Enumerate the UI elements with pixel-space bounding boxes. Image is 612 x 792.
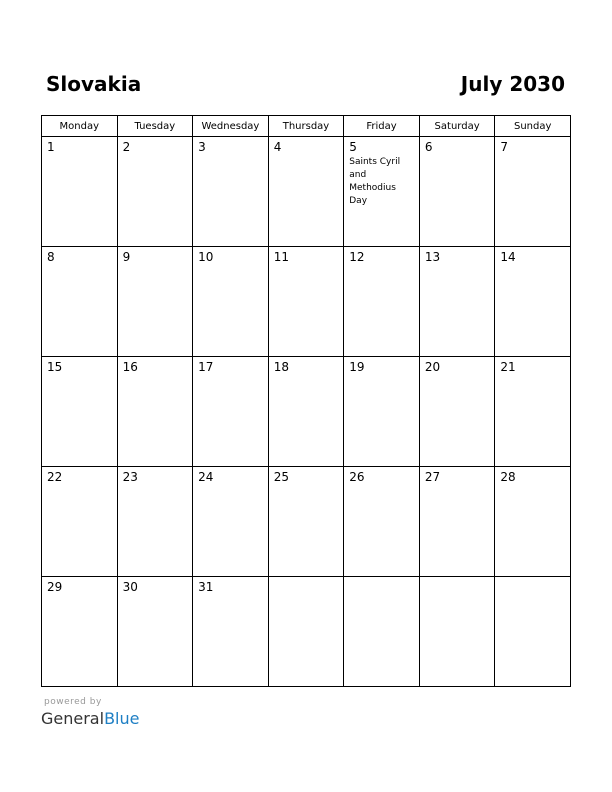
day-number: 29 [47, 580, 63, 594]
day-number: 9 [122, 250, 131, 264]
day-number: 20 [424, 360, 441, 374]
day-cell [193, 467, 269, 577]
day-cell [344, 357, 420, 467]
day-cell [193, 137, 269, 247]
day-cell [42, 137, 118, 247]
day-cell [117, 247, 193, 357]
footer-branding [41, 697, 139, 729]
day-number: 11 [273, 250, 289, 264]
day-cell [268, 577, 344, 687]
day-cell [42, 247, 118, 357]
weekday-header-thursday: Thursday [268, 116, 344, 137]
day-number: 16 [122, 360, 138, 374]
day-cell [117, 467, 193, 577]
day-number: 17 [198, 360, 214, 374]
logo-general-text: General [41, 709, 105, 728]
country-title: Slovakia [46, 72, 142, 96]
day-cell [419, 357, 495, 467]
month-year-title: July 2030 [460, 72, 565, 96]
day-cell [117, 357, 193, 467]
day-number: 30 [122, 580, 138, 594]
day-cell [117, 137, 193, 247]
day-number: 14 [500, 250, 516, 264]
day-cell [193, 247, 269, 357]
day-number: 19 [349, 360, 365, 374]
day-cell [193, 357, 269, 467]
powered-by-label: powered by [44, 697, 102, 707]
week-row [42, 357, 571, 467]
day-cell [344, 247, 420, 357]
day-cell [268, 137, 344, 247]
day-number: 7 [500, 140, 509, 154]
calendar-grid [41, 115, 571, 687]
day-number: 13 [424, 250, 441, 264]
logo-blue-text: Blue [104, 709, 140, 728]
day-cell [42, 467, 118, 577]
weekday-header-row [42, 116, 571, 137]
day-number: 21 [500, 360, 516, 374]
day-number: 5 [349, 140, 357, 154]
day-number: 31 [198, 580, 214, 594]
day-cell [495, 247, 571, 357]
day-cell [495, 137, 571, 247]
weekday-header-monday: Monday [42, 116, 118, 137]
week-row [42, 137, 571, 247]
day-number: 4 [273, 140, 282, 154]
day-cell [419, 467, 495, 577]
day-number: 3 [198, 140, 206, 154]
day-number: 15 [47, 360, 63, 374]
week-row [42, 467, 571, 577]
day-cell [495, 357, 571, 467]
day-number: 2 [122, 140, 131, 154]
day-number: 10 [198, 250, 214, 264]
day-cell [268, 467, 344, 577]
day-number: 1 [47, 140, 55, 154]
day-cell [344, 137, 420, 247]
day-number: 6 [424, 140, 433, 154]
day-number: 22 [47, 470, 63, 484]
day-cell [268, 247, 344, 357]
day-number: 24 [198, 470, 214, 484]
day-cell [344, 577, 420, 687]
day-number: 28 [500, 470, 516, 484]
day-number: 12 [349, 250, 365, 264]
weekday-header-tuesday: Tuesday [117, 116, 193, 137]
weekday-header-saturday: Saturday [419, 116, 495, 137]
day-cell [117, 577, 193, 687]
day-cell [419, 247, 495, 357]
weekday-header-sunday: Sunday [495, 116, 571, 137]
day-number: 8 [47, 250, 55, 264]
day-cell [193, 577, 269, 687]
day-cell [42, 577, 118, 687]
day-number: 23 [122, 470, 138, 484]
day-cell [42, 357, 118, 467]
day-cell [419, 137, 495, 247]
day-number: 27 [424, 470, 441, 484]
weekday-header-friday: Friday [344, 116, 420, 137]
holiday-label: Saints Cyril and Methodius Day [349, 157, 401, 206]
day-cell [495, 467, 571, 577]
generalblue-logo[interactable] [41, 709, 139, 729]
day-cell [268, 357, 344, 467]
day-number: 18 [273, 360, 289, 374]
day-number: 25 [273, 470, 289, 484]
day-cell [344, 467, 420, 577]
week-row [42, 247, 571, 357]
day-cell [419, 577, 495, 687]
day-cell [495, 577, 571, 687]
weekday-header-wednesday: Wednesday [193, 116, 269, 137]
day-number: 26 [349, 470, 365, 484]
week-row [42, 577, 571, 687]
